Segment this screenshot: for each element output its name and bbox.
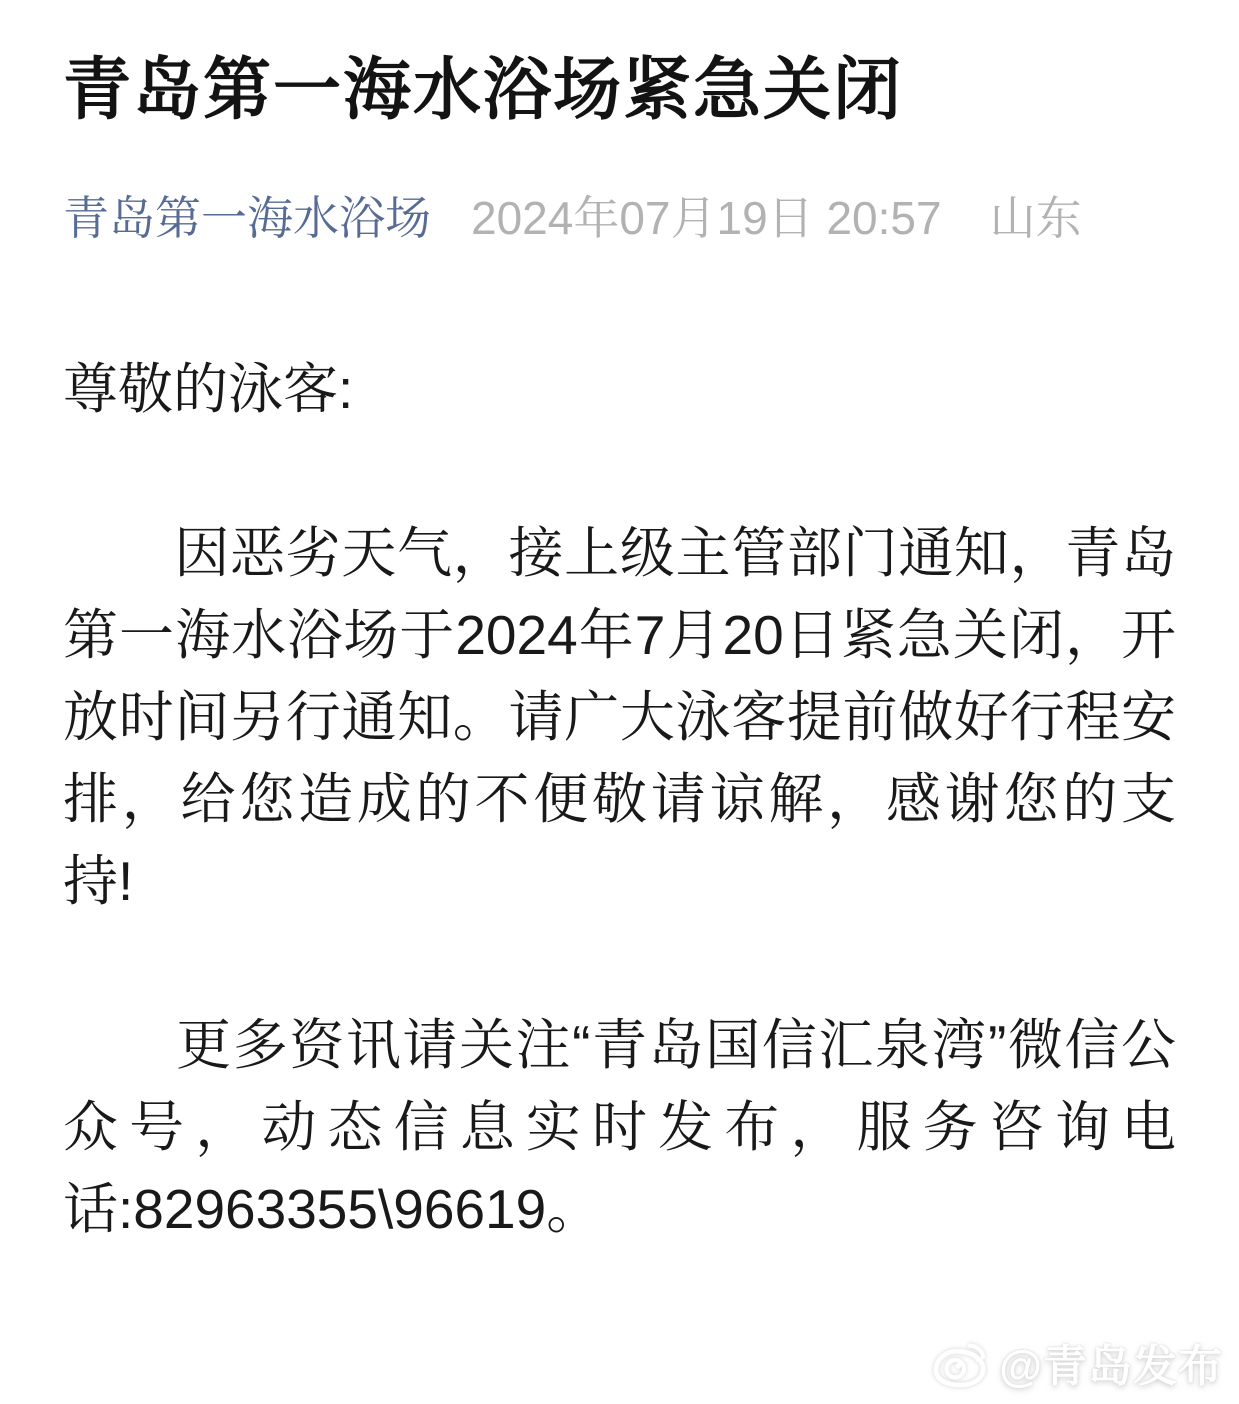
article-title: 青岛第一海水浴场紧急关闭 <box>63 52 904 128</box>
account-name-link[interactable]: 青岛第一海水浴场 <box>63 191 431 244</box>
article-page <box>0 44 1239 1250</box>
paragraph-closure-notice: 因恶劣天气，接上级主管部门通知，青岛第一海水浴场于2024年7月20日紧急关闭，开放时间另行通知。请广大泳客提前做好行程安排，给您造成的不便敬请谅解，感谢您的支持! <box>63 521 1176 912</box>
paragraph-contact-info: 更多资讯请关注“青岛国信汇泉湾”微信公众号，动态信息实时发布，服务咨询电话:82963355\96619。 <box>63 1013 1176 1240</box>
article-body <box>63 348 1176 1250</box>
watermark-text: @青岛发布 <box>999 1342 1223 1391</box>
weibo-icon <box>933 1336 991 1388</box>
publish-location: 山东 <box>989 191 1082 244</box>
paragraph-salutation: 尊敬的泳客: <box>63 357 354 420</box>
weibo-watermark <box>933 1330 1223 1394</box>
publish-datetime: 2024年07月19日 20:57 <box>471 191 942 244</box>
article-byline <box>63 190 1176 246</box>
